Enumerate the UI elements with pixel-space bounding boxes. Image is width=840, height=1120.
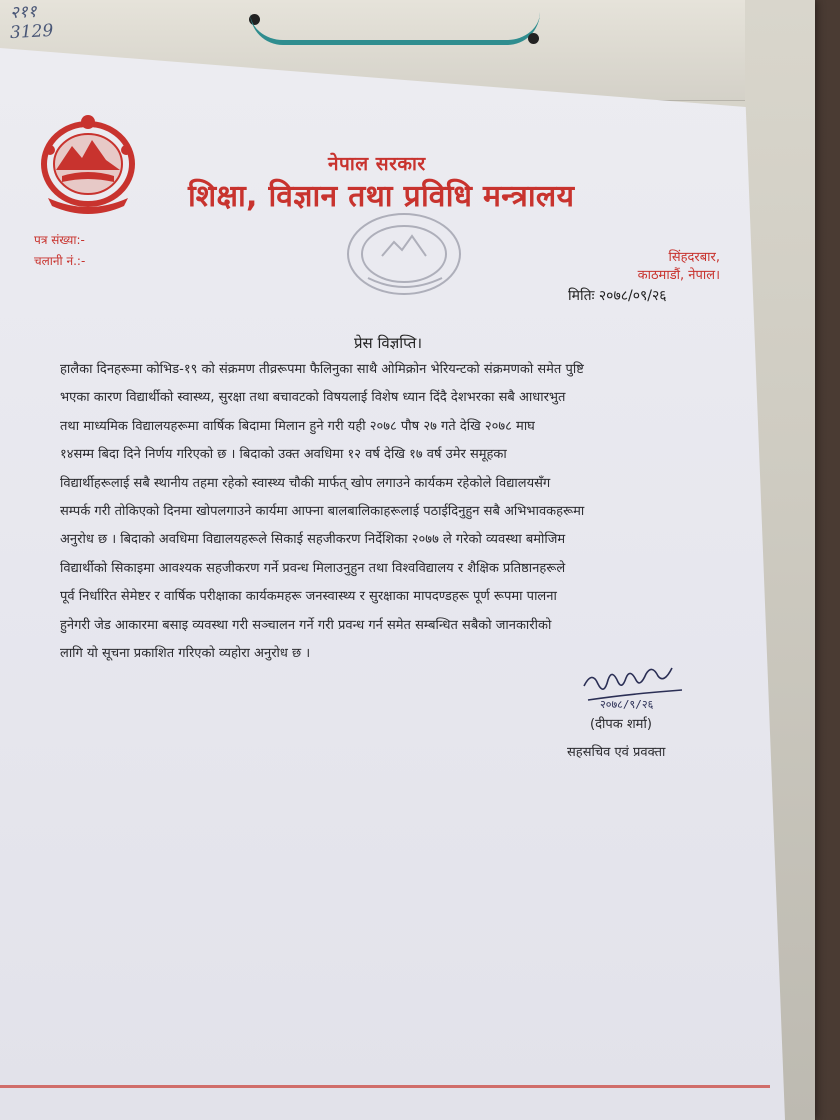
office-address [590,249,720,285]
ministry-name: शिक्षा, विज्ञान तथा प्रविधि मन्त्रालय [188,179,575,214]
press-release-body [60,356,710,668]
body-line: पूर्व निर्धारित सेमेष्टर र वार्षिक परीक्षाका कार्यकमहरू जनस्वास्थ्य र सुरक्षाका मापदण्डहरू पूर्ण रूपमा पालना [60,589,557,605]
letter-reference-block [34,230,85,272]
letter-date: मितिः २०७८/०९/२६ [568,288,667,304]
body-line: विद्यार्थीहरूलाई सबै स्थानीय तहमा रहेको स्वास्थ्य चौकी मार्फत् खोप लगाउने कार्यकम रहेकोले विद्यालयसँग [60,475,551,491]
corner-note-line-2: 3129 [9,20,54,44]
corner-note-line-1: २११ [9,1,38,24]
dispatch-number-label: चलानी नं.:- [34,254,86,268]
address-line-2: काठमाडौं, नेपाल। [637,268,720,283]
body-line: सम्पर्क गरी तोकिएको दिनमा खोपलगाउने कार्यमा आफ्ना बालबालिकाहरूलाई पठाईदिनुहुन सबै अभिभावकहरूमा [60,504,585,520]
body-line: लागि यो सूचना प्रकाशित गरिएको व्यहोरा अनुरोध छ । [60,646,311,662]
body-line: हालैका दिनहरूमा कोभिड-१९ को संक्रमण तीव्ररूपमा फैलिनुका साथै ओमिक्रोन भेरियन्टको संक्रमणको समेत पुष्टि [60,362,584,377]
folder-string [250,12,540,45]
bottom-red-line [0,1085,770,1088]
government-name: नेपाल सरकार [328,153,426,175]
address-line-1: सिंहदरबार, [668,250,720,265]
handwritten-file-number [10,2,53,42]
letter-number-label: पत्र संख्या:- [34,233,85,247]
body-line: हुनेगरी जेड आकारमा बसाइ व्यवस्था गरी सञ्चालन गर्ने गरी प्रवन्ध गर्न समेत सम्बन्धित सबैको जानकारीको [60,617,552,633]
folder-hole-right [528,33,539,44]
office-seal-stamp-icon [338,206,468,306]
body-line: १४सम्म बिदा दिने निर्णय गरिएको छ । बिदाको उक्त अवधिमा १२ वर्ष देखि १७ वर्ष उमेर समूहका [60,447,507,463]
body-line: तथा माध्यमिक विद्यालयहरूमा वार्षिक बिदामा मिलान हुने गरी यही २०७८ पौष २७ गते देखि २०७८ माघ [60,418,535,434]
signatory-title: सहसचिव एवं प्रवक्ता [567,745,666,760]
body-line: अनुरोध छ । बिदाको अवधिमा विद्यालयहरूले सिकाई सहजीकरण निर्देशिका २०७७ ले गरेको व्यवस्था बमोजिम [60,532,566,548]
body-line: विद्यार्थीको सिकाइमा आवश्यक सहजीकरण गर्ने प्रवन्ध मिलाउनुहुन तथा विश्वविद्यालय र शैक्षिक प्रतिष्ठानहरूले [60,560,566,576]
signature-date: २०७८/९/२६ [600,698,654,711]
document-title: प्रेस विज्ञप्ति। [354,334,423,352]
body-line: भएका कारण विद्यार्थीको स्वास्थ्य, सुरक्षा तथा बचावटको विषयलाई विशेष ध्यान दिंदै देशभरका सबै आधारभुत [60,390,566,406]
handwritten-signature-icon [578,660,688,712]
nepal-emblem-icon [32,110,144,214]
signatory-name: (दीपक शर्मा) [590,717,652,732]
